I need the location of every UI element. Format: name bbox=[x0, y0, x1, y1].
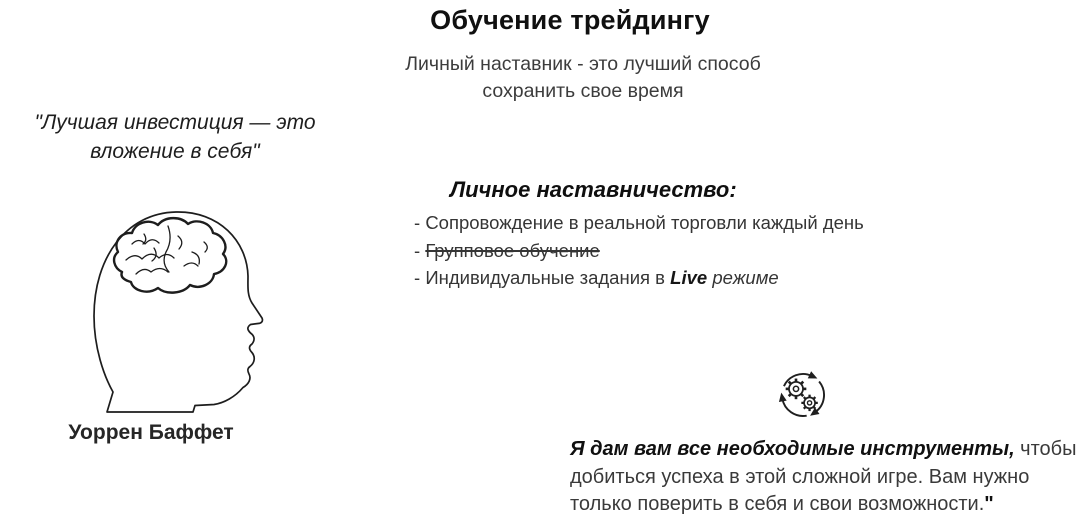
list-item-text: Индивидуальные задания в bbox=[425, 267, 671, 288]
closing-line-2: добиться успеха в этой сложной игре. Вам нужно bbox=[570, 465, 1030, 488]
bullet-dash: - bbox=[414, 239, 426, 261]
gears-sync-icon bbox=[775, 366, 831, 424]
bullet-dash: - bbox=[414, 267, 426, 288]
quote-author: Уоррен Баффет bbox=[68, 421, 234, 444]
list-item bbox=[414, 237, 864, 265]
closing-paragraph bbox=[570, 436, 1085, 519]
list-item bbox=[414, 209, 864, 237]
closing-line-3 bbox=[570, 491, 1085, 519]
quote-line-1: "Лучшая инвестиция — это bbox=[34, 111, 316, 134]
closing-line-1-rest: чтобы bbox=[1014, 438, 1077, 460]
mentorship-list bbox=[414, 209, 864, 292]
list-item-text-italic: режиме bbox=[707, 267, 779, 288]
bullet-dash: - bbox=[414, 212, 426, 233]
subtitle-line-2: сохранить свое время bbox=[482, 80, 684, 102]
subtitle-line-1: Личный наставник - это лучший способ bbox=[405, 53, 761, 75]
list-item bbox=[414, 264, 864, 292]
closing-line-3-text: только поверить в себя и свои возможности. bbox=[570, 493, 985, 515]
closing-lead-bold: Я дам вам все необходимые инструменты, bbox=[570, 438, 1015, 460]
closing-end-quote: " bbox=[984, 493, 994, 515]
list-item-text-strikethrough: Групповое обучение bbox=[425, 239, 600, 261]
mentorship-heading: Личное наставничество: bbox=[450, 177, 737, 202]
buffett-quote bbox=[25, 108, 325, 166]
quote-line-2: вложение в себя" bbox=[90, 140, 260, 163]
page-title: Обучение трейдингу bbox=[430, 5, 710, 35]
list-item-text: Сопровождение в реальной торговли каждый день bbox=[425, 212, 864, 233]
page-subtitle bbox=[393, 51, 773, 105]
closing-line-1 bbox=[570, 436, 1085, 464]
live-highlight: Live bbox=[670, 267, 708, 288]
brain-head-illustration bbox=[92, 205, 264, 417]
brain-in-head-profile-icon bbox=[92, 205, 264, 417]
